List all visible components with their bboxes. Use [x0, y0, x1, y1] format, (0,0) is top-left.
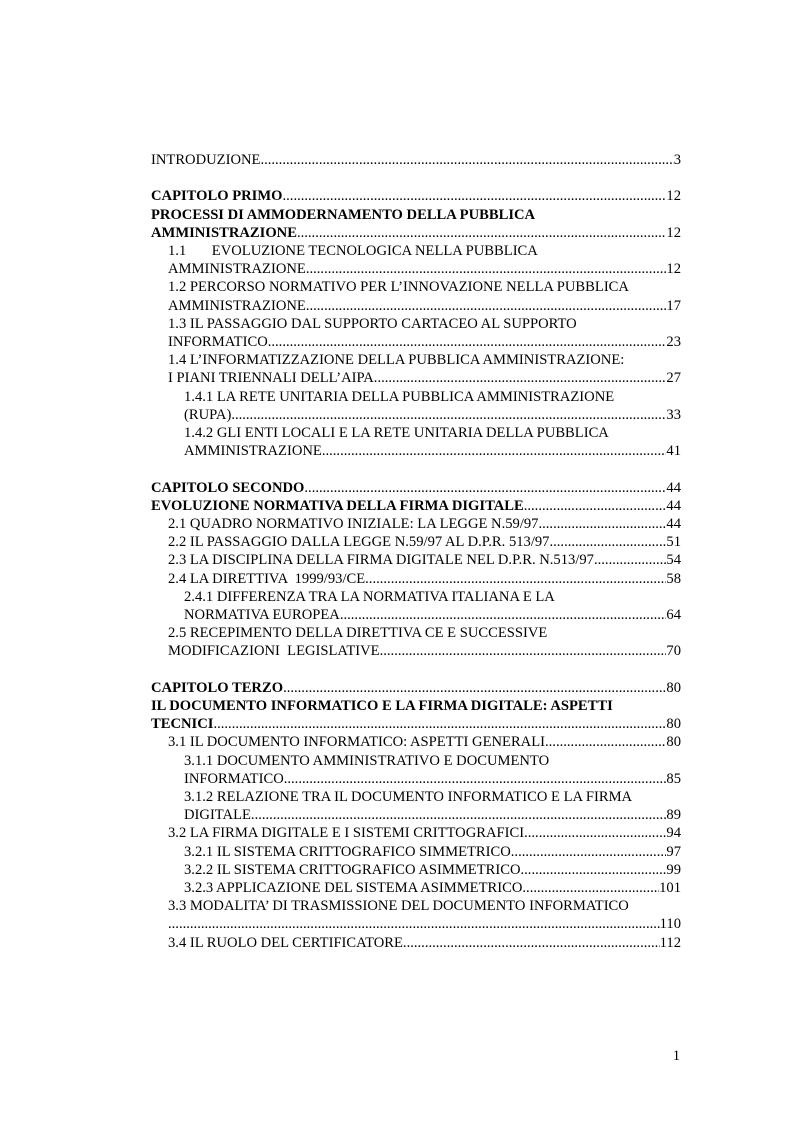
toc-section-1-2	[151, 278, 681, 314]
toc-label-line2: TECNICI	[151, 716, 214, 733]
toc-subsection-3-2-2	[151, 861, 681, 879]
toc-label-line1: 1.3 IL PASSAGGIO DAL SUPPORTO CARTACEO AL SUPPORTO	[168, 315, 577, 332]
toc-label-line2: AMMINISTRAZIONE.	[168, 297, 310, 314]
toc-section-3-1	[151, 733, 681, 751]
toc-label: CAPITOLO TERZO	[151, 679, 284, 696]
leader-dots	[594, 551, 666, 569]
toc-page: 44	[666, 516, 681, 533]
toc-label-line1: 1.1 EVOLUZIONE TECNOLOGICA NELLA PUBBLICA	[168, 243, 538, 259]
toc-page: 17	[666, 297, 681, 314]
leader-dots	[283, 187, 667, 205]
toc-page: 12	[666, 188, 681, 205]
toc-page: 112	[659, 934, 681, 951]
toc-label-line2: AMMINISTRAZIONE	[184, 443, 322, 460]
toc-page: 80	[666, 716, 681, 733]
leader-dots	[297, 224, 666, 242]
toc-subsection-3-2-3	[151, 879, 681, 897]
toc-page: 27	[666, 370, 681, 387]
toc-page: 51	[666, 534, 681, 551]
toc-label-line2: AMMINISTRAZIONE.	[168, 261, 310, 278]
toc-label-line2: DIGITALE	[184, 807, 251, 824]
leader-dots	[340, 606, 667, 624]
toc-page: 99	[666, 861, 681, 878]
toc-label-line2: NORMATIVA EUROPEA	[184, 607, 340, 624]
leader-dots	[231, 406, 666, 424]
toc-subsection-2-4-1	[151, 588, 681, 624]
toc-section-1-1	[151, 242, 681, 278]
leader-dots	[511, 843, 667, 861]
toc-chapter-heading-1	[151, 187, 681, 205]
toc-label-line1: 3.3 MODALITA’ DI TRASMISSIONE DEL DOCUMENTO INFORMATICO	[168, 898, 629, 915]
toc-label: EVOLUZIONE NORMATIVA DELLA FIRMA DIGITALE	[151, 497, 524, 514]
toc-label: 2.4 LA DIRETTIVA 1999/93/CE	[168, 570, 366, 587]
toc-subsection-1-4-1	[151, 388, 681, 424]
toc-page: 54	[666, 552, 681, 569]
toc-label-line2: INFORMATICO	[184, 770, 284, 787]
toc-section-1-4	[151, 351, 681, 387]
toc-page: 23	[666, 334, 681, 351]
leader-dots	[403, 934, 660, 952]
toc-page: 80	[666, 679, 681, 696]
toc-page: 44	[666, 479, 681, 496]
toc-page: 33	[666, 406, 681, 423]
leader-dots	[545, 733, 666, 751]
leader-dots	[260, 151, 673, 169]
toc-label: 3.1 IL DOCUMENTO INFORMATICO: ASPETTI GENERALI	[168, 734, 545, 751]
toc-label-line2: (RUPA)	[184, 406, 232, 423]
leader-dots	[251, 806, 666, 824]
toc-page: 110	[659, 916, 681, 933]
toc-page: 70	[666, 643, 681, 660]
leader-dots	[283, 679, 666, 697]
leader-dots	[524, 497, 667, 515]
toc-label-line1: 1.2 PERCORSO NORMATIVO PER L’INNOVAZIONE NELLA PUBBLICA	[168, 279, 629, 296]
toc-label-line1: 1.4.1 LA RETE UNITARIA DELLA PUBBLICA AMMINISTRAZIONE	[184, 388, 615, 405]
toc-section-2-4	[151, 570, 681, 588]
toc-section-2-5	[151, 624, 681, 660]
leader-dots	[168, 915, 660, 933]
toc-page: 3	[673, 152, 681, 168]
toc-page: 64	[666, 607, 681, 624]
toc-label: CAPITOLO SECONDO	[151, 479, 305, 496]
toc-label: 3.2.3 APPLICAZIONE DEL SISTEMA ASIMMETRICO	[184, 880, 523, 897]
toc-subsection-3-1-1	[151, 752, 681, 788]
toc-label-line2: INFORMATICO	[168, 334, 268, 351]
spacer	[151, 169, 681, 187]
toc-page: 97	[666, 843, 681, 860]
toc-subsection-3-2-1	[151, 843, 681, 861]
toc-label: 3.2.1 IL SISTEMA CRITTOGRAFICO SIMMETRICO	[184, 843, 511, 860]
toc-page: 12	[666, 224, 681, 241]
toc-entry-introduzione	[151, 151, 681, 169]
toc-chapter-title-3	[151, 697, 681, 733]
toc-page: 89	[666, 807, 681, 824]
page-number: 1	[672, 1048, 680, 1064]
toc-label: 2.3 LA DISCIPLINA DELLA FIRMA DIGITALE NEL D.P.R. N.513/97	[168, 552, 594, 569]
toc-label: CAPITOLO PRIMO	[151, 188, 283, 205]
toc-section-2-1	[151, 515, 681, 533]
toc-label: 3.2.2 IL SISTEMA CRITTOGRAFICO ASIMMETRICO	[184, 861, 521, 878]
toc-page: 94	[666, 825, 681, 842]
leader-dots	[549, 533, 666, 551]
toc-section-1-3	[151, 315, 681, 351]
leader-dots	[365, 570, 666, 588]
toc-chapter-heading-2	[151, 479, 681, 497]
toc-label: 3.4 IL RUOLO DEL CERTIFICATORE	[168, 934, 403, 951]
toc-label: 2.1 QUADRO NORMATIVO INIZIALE: LA LEGGE N.59/97	[168, 516, 539, 533]
toc-label: 2.2 IL PASSAGGIO DALLA LEGGE N.59/97 AL D.P.R. 513/97	[168, 534, 550, 551]
toc-label-line1: 3.1.2 RELAZIONE TRA IL DOCUMENTO INFORMATICO E LA FIRMA	[184, 789, 633, 806]
leader-dots	[524, 824, 666, 842]
toc-page: 101	[659, 880, 681, 897]
toc-label-line1: 3.1.1 DOCUMENTO AMMINISTRATIVO E DOCUMENTO	[184, 752, 550, 769]
table-of-contents	[151, 151, 681, 952]
leader-dots	[213, 715, 666, 733]
toc-label-line1: 2.4.1 DIFFERENZA TRA LA NORMATIVA ITALIANA E LA	[184, 588, 555, 605]
toc-subsection-1-4-2	[151, 424, 681, 460]
toc-section-3-4	[151, 934, 681, 952]
spacer	[151, 661, 681, 679]
leader-dots	[304, 479, 666, 497]
toc-label-line2: I PIANI TRIENNALI DELL’AIPA	[168, 370, 374, 387]
toc-label-line1: 1.4 L’INFORMATIZZAZIONE DELLA PUBBLICA AMMINISTRAZIONE:	[168, 352, 625, 369]
leader-dots	[521, 861, 667, 879]
toc-section-3-3	[151, 897, 681, 933]
leader-dots	[522, 879, 659, 897]
spacer	[151, 460, 681, 478]
toc-page: 12	[666, 261, 681, 278]
leader-dots	[380, 642, 667, 660]
leader-dots	[268, 333, 667, 351]
toc-label-line1: IL DOCUMENTO INFORMATICO E LA FIRMA DIGITALE: ASPETTI	[151, 698, 613, 715]
toc-section-2-3	[151, 551, 681, 569]
toc-label-line1: 1.4.2 GLI ENTI LOCALI E LA RETE UNITARIA DELLA PUBBLICA	[184, 425, 609, 442]
toc-label: 3.2 LA FIRMA DIGITALE E I SISTEMI CRITTOGRAFICI	[168, 825, 525, 842]
leader-dots	[538, 515, 666, 533]
toc-page: 80	[666, 734, 681, 751]
toc-chapter-title-2	[151, 497, 681, 515]
toc-subsection-3-1-2	[151, 788, 681, 824]
toc-page: 44	[666, 497, 681, 514]
toc-page: 58	[666, 570, 681, 587]
toc-chapter-heading-3	[151, 679, 681, 697]
toc-page: 41	[666, 443, 681, 460]
toc-label-line2: AMMINISTRAZIONE	[151, 224, 297, 241]
leader-dots	[309, 297, 666, 315]
leader-dots	[374, 369, 667, 387]
toc-label-line1: 2.5 RECEPIMENTO DELLA DIRETTIVA CE E SUCCESSIVE	[168, 625, 548, 642]
leader-dots	[309, 260, 666, 278]
leader-dots	[322, 442, 667, 460]
toc-label: INTRODUZIONE	[151, 152, 261, 168]
toc-section-2-2	[151, 533, 681, 551]
leader-dots	[284, 770, 667, 788]
toc-section-3-2	[151, 824, 681, 842]
toc-page: 85	[666, 770, 681, 787]
toc-label-line2: MODIFICAZIONI LEGISLATIVE	[168, 643, 380, 660]
toc-chapter-title-1	[151, 206, 681, 242]
toc-label-line1: PROCESSI DI AMMODERNAMENTO DELLA PUBBLICA	[151, 206, 536, 223]
